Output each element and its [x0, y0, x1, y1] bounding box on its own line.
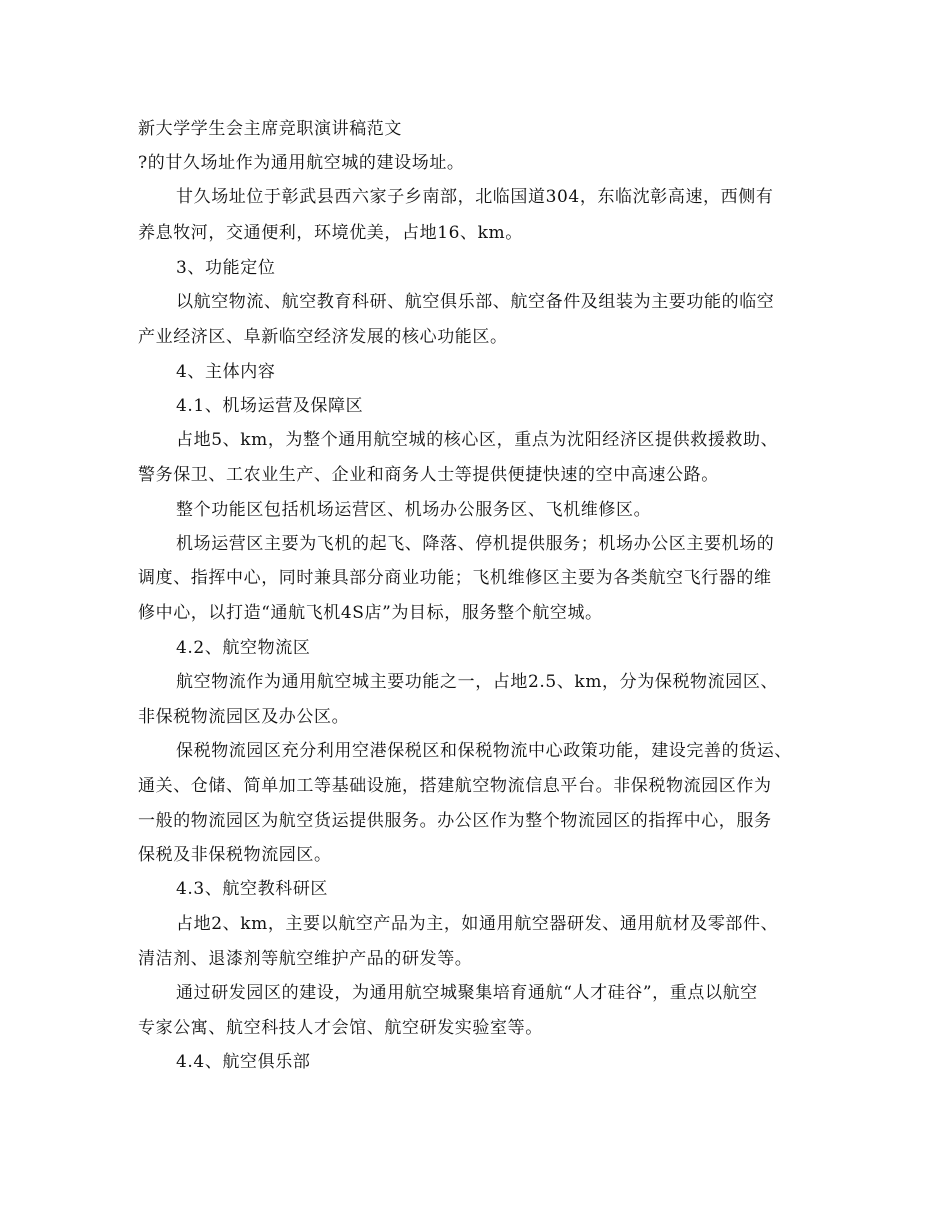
- text-line: 产业经济区、阜新临空经济发展的核心功能区。: [138, 327, 508, 347]
- text-line: 养息牧河，交通便利，环境优美，占地16、km。: [138, 223, 523, 243]
- section-heading: 3、功能定位: [176, 258, 276, 278]
- text-line: 调度、指挥中心，同时兼具部分商业功能；飞机维修区主要为各类航空飞行器的维: [138, 568, 772, 588]
- section-heading: 4、主体内容: [176, 362, 276, 382]
- text-line: 占地5、km，为整个通用航空城的核心区，重点为沈阳经济区提供救援救助、: [176, 430, 779, 450]
- section-heading: 4.3、航空教科研区: [176, 879, 329, 899]
- text-line: 保税及非保税物流园区。: [138, 845, 332, 865]
- section-heading: 4.4、航空俱乐部: [176, 1052, 311, 1072]
- text-line: 通关、仓储、简单加工等基础设施，搭建航空物流信息平台。非保税物流园区作为: [138, 776, 772, 796]
- document-title: 新大学学生会主席竞职演讲稿范文: [138, 119, 402, 139]
- section-heading: 4.2、航空物流区: [176, 638, 311, 658]
- text-line: 专家公寓、航空科技人才会馆、航空研发实验室等。: [138, 1018, 543, 1038]
- text-line: 保税物流园区充分利用空港保税区和保税物流中心政策功能，建设完善的货运、: [176, 741, 792, 761]
- text-line: 以航空物流、航空教育科研、航空俱乐部、航空备件及组装为主要功能的临空: [176, 292, 775, 312]
- text-line: 航空物流作为通用航空城主要功能之一，占地2.5、km，分为保税物流园区、: [176, 672, 779, 692]
- text-line: ?的甘久场址作为通用航空城的建设场址。: [138, 153, 465, 173]
- text-line: 甘久场址位于彰武县西六家子乡南部，北临国道304，东临沈彰高速，西侧有: [176, 187, 774, 207]
- text-line: 整个功能区包括机场运营区、机场办公服务区、飞机维修区。: [176, 500, 652, 520]
- text-line: 一般的物流园区为航空货运提供服务。办公区作为整个物流园区的指挥中心，服务: [138, 811, 772, 831]
- section-heading: 4.1、机场运营及保障区: [176, 396, 364, 416]
- text-line: 通过研发园区的建设，为通用航空城聚集培育通航“人才硅谷”，重点以航空: [176, 983, 758, 1003]
- text-line: 清洁剂、退漆剂等航空维护产品的研发等。: [138, 949, 473, 969]
- text-line: 机场运营区主要为飞机的起飞、降落、停机提供服务；机场办公区主要机场的: [176, 534, 775, 554]
- text-line: 警务保卫、工农业生产、企业和商务人士等提供便捷快速的空中高速公路。: [138, 465, 719, 485]
- text-line: 修中心，以打造“通航飞机4S店”为目标，服务整个航空城。: [138, 603, 603, 623]
- text-line: 占地2、km，主要以航空产品为主，如通用航空器研发、通用航材及零部件、: [176, 914, 779, 934]
- text-line: 非保税物流园区及办公区。: [138, 707, 350, 727]
